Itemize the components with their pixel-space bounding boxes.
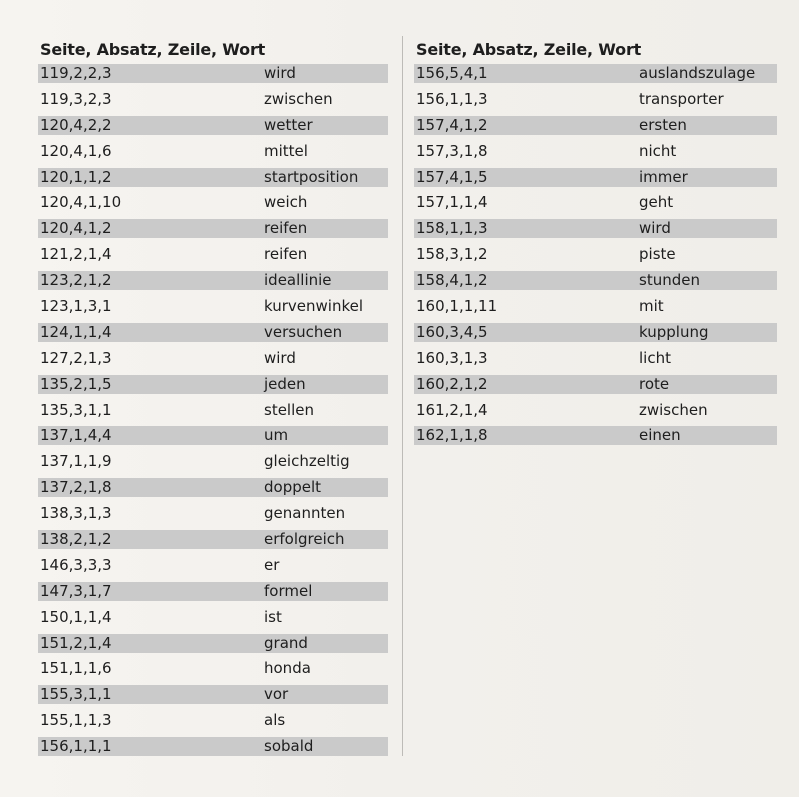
column-divider (402, 36, 403, 756)
column-heading: Seite, Absatz, Zeile, Wort (416, 40, 642, 59)
word: weich (264, 193, 308, 212)
reference-code: 137,1,1,9 (40, 452, 112, 471)
reference-code: 157,4,1,5 (416, 167, 488, 186)
reference-code: 156,5,4,1 (416, 64, 488, 82)
table-row (38, 528, 388, 554)
reference-code: 150,1,1,4 (40, 607, 112, 626)
reference-code: 160,1,1,11 (416, 297, 498, 316)
table-row (38, 191, 388, 217)
table-row (38, 114, 388, 140)
table-row (414, 191, 777, 217)
word: reifen (264, 219, 308, 238)
word: wetter (264, 115, 313, 134)
table-row (38, 450, 388, 476)
table-row (38, 683, 388, 709)
reference-code: 120,4,1,6 (40, 141, 112, 160)
table-row (38, 399, 388, 425)
word: ist (264, 607, 282, 626)
word: um (264, 426, 289, 445)
word: jeden (264, 374, 306, 393)
reference-code: 137,2,1,8 (40, 478, 112, 497)
table-row (38, 62, 388, 88)
table-row (38, 554, 388, 580)
table-row (414, 166, 777, 192)
word: versuchen (264, 322, 343, 341)
word-list (38, 62, 388, 761)
reference-code: 158,1,1,3 (416, 219, 488, 238)
table-row (414, 62, 777, 88)
word: gleichzeltig (264, 452, 350, 471)
word: nicht (639, 141, 677, 160)
reference-code: 146,3,3,3 (40, 555, 112, 574)
reference-code: 119,3,2,3 (40, 89, 112, 108)
reference-code: 138,3,1,3 (40, 504, 112, 523)
table-row (38, 217, 388, 243)
table-row (38, 347, 388, 373)
reference-code: 123,2,1,2 (40, 271, 112, 290)
reference-code: 151,1,1,6 (40, 659, 112, 678)
table-row (414, 373, 777, 399)
word: ersten (639, 115, 687, 134)
table-row (38, 166, 388, 192)
reference-code: 120,4,1,10 (40, 193, 122, 212)
reference-code: 156,1,1,1 (40, 737, 112, 756)
word: stunden (639, 271, 700, 290)
reference-code: 160,2,1,2 (416, 374, 488, 393)
column-heading: Seite, Absatz, Zeile, Wort (40, 40, 266, 59)
reference-code: 135,3,1,1 (40, 400, 112, 419)
word: kupplung (639, 322, 709, 341)
word: auslandszulage (639, 64, 756, 82)
reference-code: 120,4,2,2 (40, 115, 112, 134)
reference-code: 137,1,4,4 (40, 426, 112, 445)
table-row (38, 373, 388, 399)
table-row (38, 735, 388, 761)
reference-code: 162,1,1,8 (416, 426, 488, 445)
table-row (414, 347, 777, 373)
word: er (264, 555, 280, 574)
word: transporter (639, 89, 724, 108)
table-row (38, 269, 388, 295)
reference-code: 123,1,3,1 (40, 297, 112, 316)
word: formel (264, 581, 313, 600)
table-row (414, 424, 777, 450)
reference-code: 161,2,1,4 (416, 400, 488, 419)
word: genannten (264, 504, 346, 523)
right-column (414, 38, 777, 450)
table-row (414, 217, 777, 243)
word: mit (639, 297, 664, 316)
word-list (414, 62, 777, 450)
reference-code: 127,2,1,3 (40, 348, 112, 367)
word: zwischen (639, 400, 708, 419)
word: licht (639, 348, 671, 367)
word: als (264, 711, 286, 730)
reference-code: 135,2,1,5 (40, 374, 112, 393)
table-row (38, 476, 388, 502)
word: startposition (264, 167, 359, 186)
left-column (38, 38, 388, 761)
table-row (38, 424, 388, 450)
table-row (38, 709, 388, 735)
reference-code: 157,3,1,8 (416, 141, 488, 160)
reference-code: 155,1,1,3 (40, 711, 112, 730)
table-row (414, 269, 777, 295)
table-row (38, 606, 388, 632)
word: immer (639, 167, 688, 186)
reference-code: 160,3,4,5 (416, 322, 488, 341)
word: stellen (264, 400, 314, 419)
word: reifen (264, 245, 308, 264)
word: erfolgreich (264, 530, 345, 549)
word: einen (639, 426, 681, 445)
reference-code: 151,2,1,4 (40, 633, 112, 652)
reference-code: 158,3,1,2 (416, 245, 488, 264)
table-row (38, 502, 388, 528)
table-row (414, 88, 777, 114)
word: sobald (264, 737, 314, 756)
table-row (414, 243, 777, 269)
word: zwischen (264, 89, 333, 108)
table-row (414, 114, 777, 140)
table-row (414, 295, 777, 321)
reference-code: 158,4,1,2 (416, 271, 488, 290)
word: grand (264, 633, 308, 652)
word: ideallinie (264, 271, 332, 290)
reference-code: 138,2,1,2 (40, 530, 112, 549)
reference-code: 160,3,1,3 (416, 348, 488, 367)
word: wird (264, 348, 296, 367)
word: vor (264, 685, 289, 704)
word: mittel (264, 141, 308, 160)
table-row (38, 657, 388, 683)
reference-code: 121,2,1,4 (40, 245, 112, 264)
table-row (38, 295, 388, 321)
word: wird (639, 219, 671, 238)
table-row (38, 243, 388, 269)
word: rote (639, 374, 670, 393)
word: geht (639, 193, 674, 212)
word: kurvenwinkel (264, 297, 364, 316)
word: honda (264, 659, 311, 678)
reference-code: 156,1,1,3 (416, 89, 488, 108)
table-row (38, 140, 388, 166)
table-row (414, 399, 777, 425)
word: piste (639, 245, 676, 264)
reference-code: 155,3,1,1 (40, 685, 112, 704)
table-row (414, 321, 777, 347)
reference-code: 157,4,1,2 (416, 115, 488, 134)
table-row (38, 88, 388, 114)
table-row (38, 632, 388, 658)
table-row (38, 321, 388, 347)
table-row (414, 140, 777, 166)
reference-code: 157,1,1,4 (416, 193, 488, 212)
reference-code: 120,4,1,2 (40, 219, 112, 238)
reference-code: 120,1,1,2 (40, 167, 112, 186)
table-row (38, 580, 388, 606)
word: doppelt (264, 478, 322, 497)
reference-code: 124,1,1,4 (40, 322, 112, 341)
reference-code: 147,3,1,7 (40, 581, 112, 600)
reference-code: 119,2,2,3 (40, 64, 112, 82)
word: wird (264, 64, 296, 82)
